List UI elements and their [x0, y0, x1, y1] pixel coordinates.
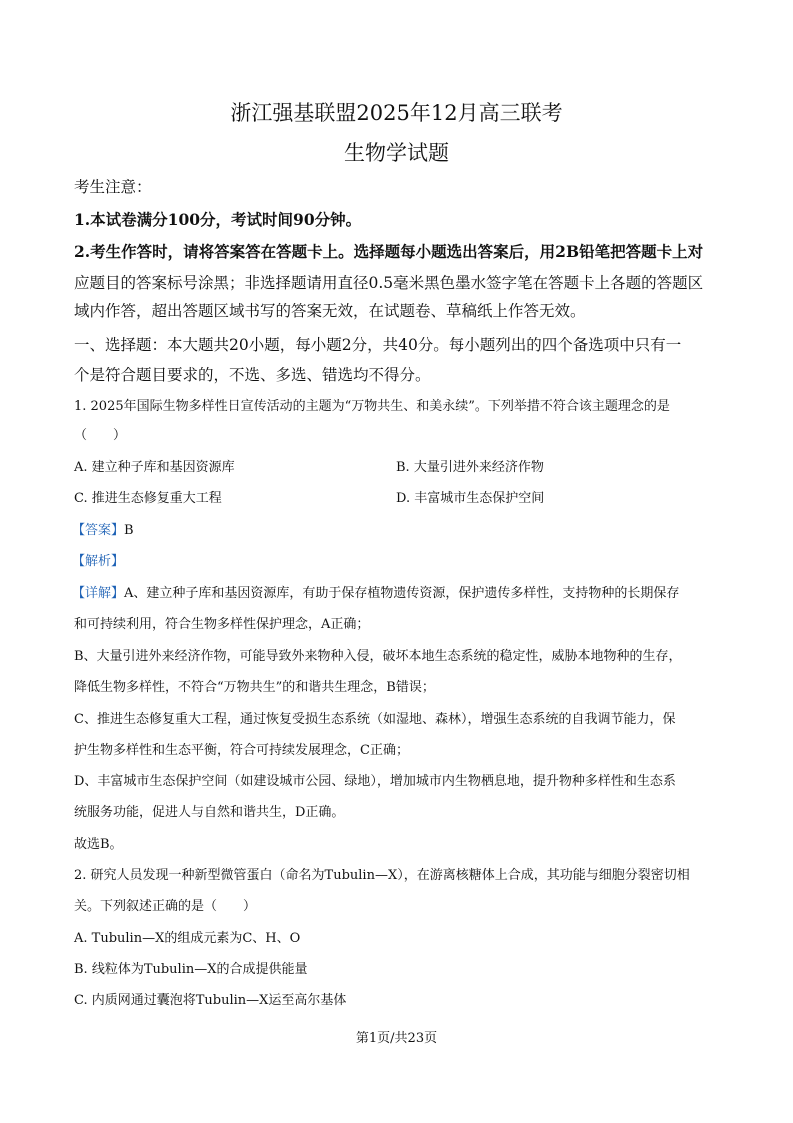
section-instructions-line-2: 个是符合题目要求的，不选、多选、错选均不得分。: [74, 366, 431, 384]
question-2-stem-line-1: 2. 研究人员发现一种新型微管蛋白（命名为Tubulin—X），在游离核糖体上合成，其功能与细胞分裂密切相: [74, 868, 690, 883]
answer-tag: 【答案】: [72, 523, 125, 538]
explanation-a-text: A、建立种子库和基因资源库，有助于保存植物遗传资源，保护遗传多样性，支持物种的长期保存: [124, 586, 680, 601]
page-footer: 第1页/共23页: [355, 1031, 438, 1046]
question-1-conclusion: 故选B。: [74, 837, 123, 852]
question-1-answer: [72, 524, 134, 537]
question-1-option-d: D. 丰富城市生态保护空间: [396, 491, 545, 506]
explanation-b-line-1: B、大量引进外来经济作物，可能导致外来物种入侵，破坏本地生态系统的稳定性，威胁本地物种的生存，: [74, 649, 682, 664]
explanation-a-line-1: [72, 587, 679, 600]
notice-item-2-line-2: 应题目的答案标号涂黑；非选择题请用直径0.5毫米黑色墨水签字笔在答题卡上各题的答题区: [74, 274, 704, 292]
question-2-stem-line-2: 关。下列叙述正确的是（ ）: [74, 899, 257, 914]
notice-heading: 考生注意：: [74, 178, 152, 196]
explanation-b-line-2: 降低生物多样性，不符合“万物共生”的和谐共生理念，B错误；: [74, 680, 435, 695]
question-1-stem-line-2: （ ）: [74, 428, 127, 443]
question-2-option-b: B. 线粒体为Tubulin—X的合成提供能量: [74, 962, 308, 977]
notice-item-2-line-1: 2.考生作答时，请将答案答在答题卡上。选择题每小题选出答案后，用2B铅笔把答题卡上对: [74, 242, 704, 261]
detail-tag: 【详解】: [72, 586, 125, 601]
explanation-d-line-1: D、丰富城市生态保护空间（如建设城市公园、绿地），增加城市内生物栖息地，提升物种多样性和生态系: [74, 774, 676, 789]
question-1-option-b: B. 大量引进外来经济作物: [396, 460, 544, 475]
notice-item-1: 1.本试卷满分100分，考试时间90分钟。: [74, 210, 362, 229]
explanation-a-line-2: 和可持续利用，符合生物多样性保护理念，A正确；: [74, 617, 370, 632]
analysis-tag: 【解析】: [72, 554, 125, 569]
question-1-option-c: C. 推进生态修复重大工程: [74, 491, 222, 506]
question-2-option-c: C. 内质网通过囊泡将Tubulin—X运至高尔基体: [74, 993, 347, 1008]
exam-title: 浙江强基联盟2025年12月高三联考: [230, 101, 563, 125]
exam-subtitle: 生物学试题: [344, 141, 449, 165]
notice-item-2-line-3: 域内作答，超出答题区域书写的答案无效，在试题卷、草稿纸上作答无效。: [74, 302, 586, 320]
explanation-d-line-2: 统服务功能，促进人与自然和谐共生，D正确。: [74, 805, 345, 820]
question-2-option-a: A. Tubulin—X的组成元素为C、H、O: [74, 931, 301, 946]
explanation-c-line-1: C、推进生态修复重大工程，通过恢复受损生态系统（如湿地、森林），增强生态系统的自我调节能力，保: [74, 712, 676, 727]
answer-value: B: [124, 523, 134, 538]
section-instructions-line-1: 一、选择题：本大题共20小题，每小题2分，共40分。每小题列出的四个备选项中只有一: [74, 336, 682, 354]
question-1-option-a: A. 建立种子库和基因资源库: [74, 460, 235, 475]
explanation-c-line-2: 护生物多样性和生态平衡，符合可持续发展理念，C正确；: [74, 743, 409, 758]
question-1-stem-line-1: 1. 2025年国际生物多样性日宣传活动的主题为“万物共生、和美永续”。下列举措不符合该主题理念的是: [74, 399, 670, 414]
